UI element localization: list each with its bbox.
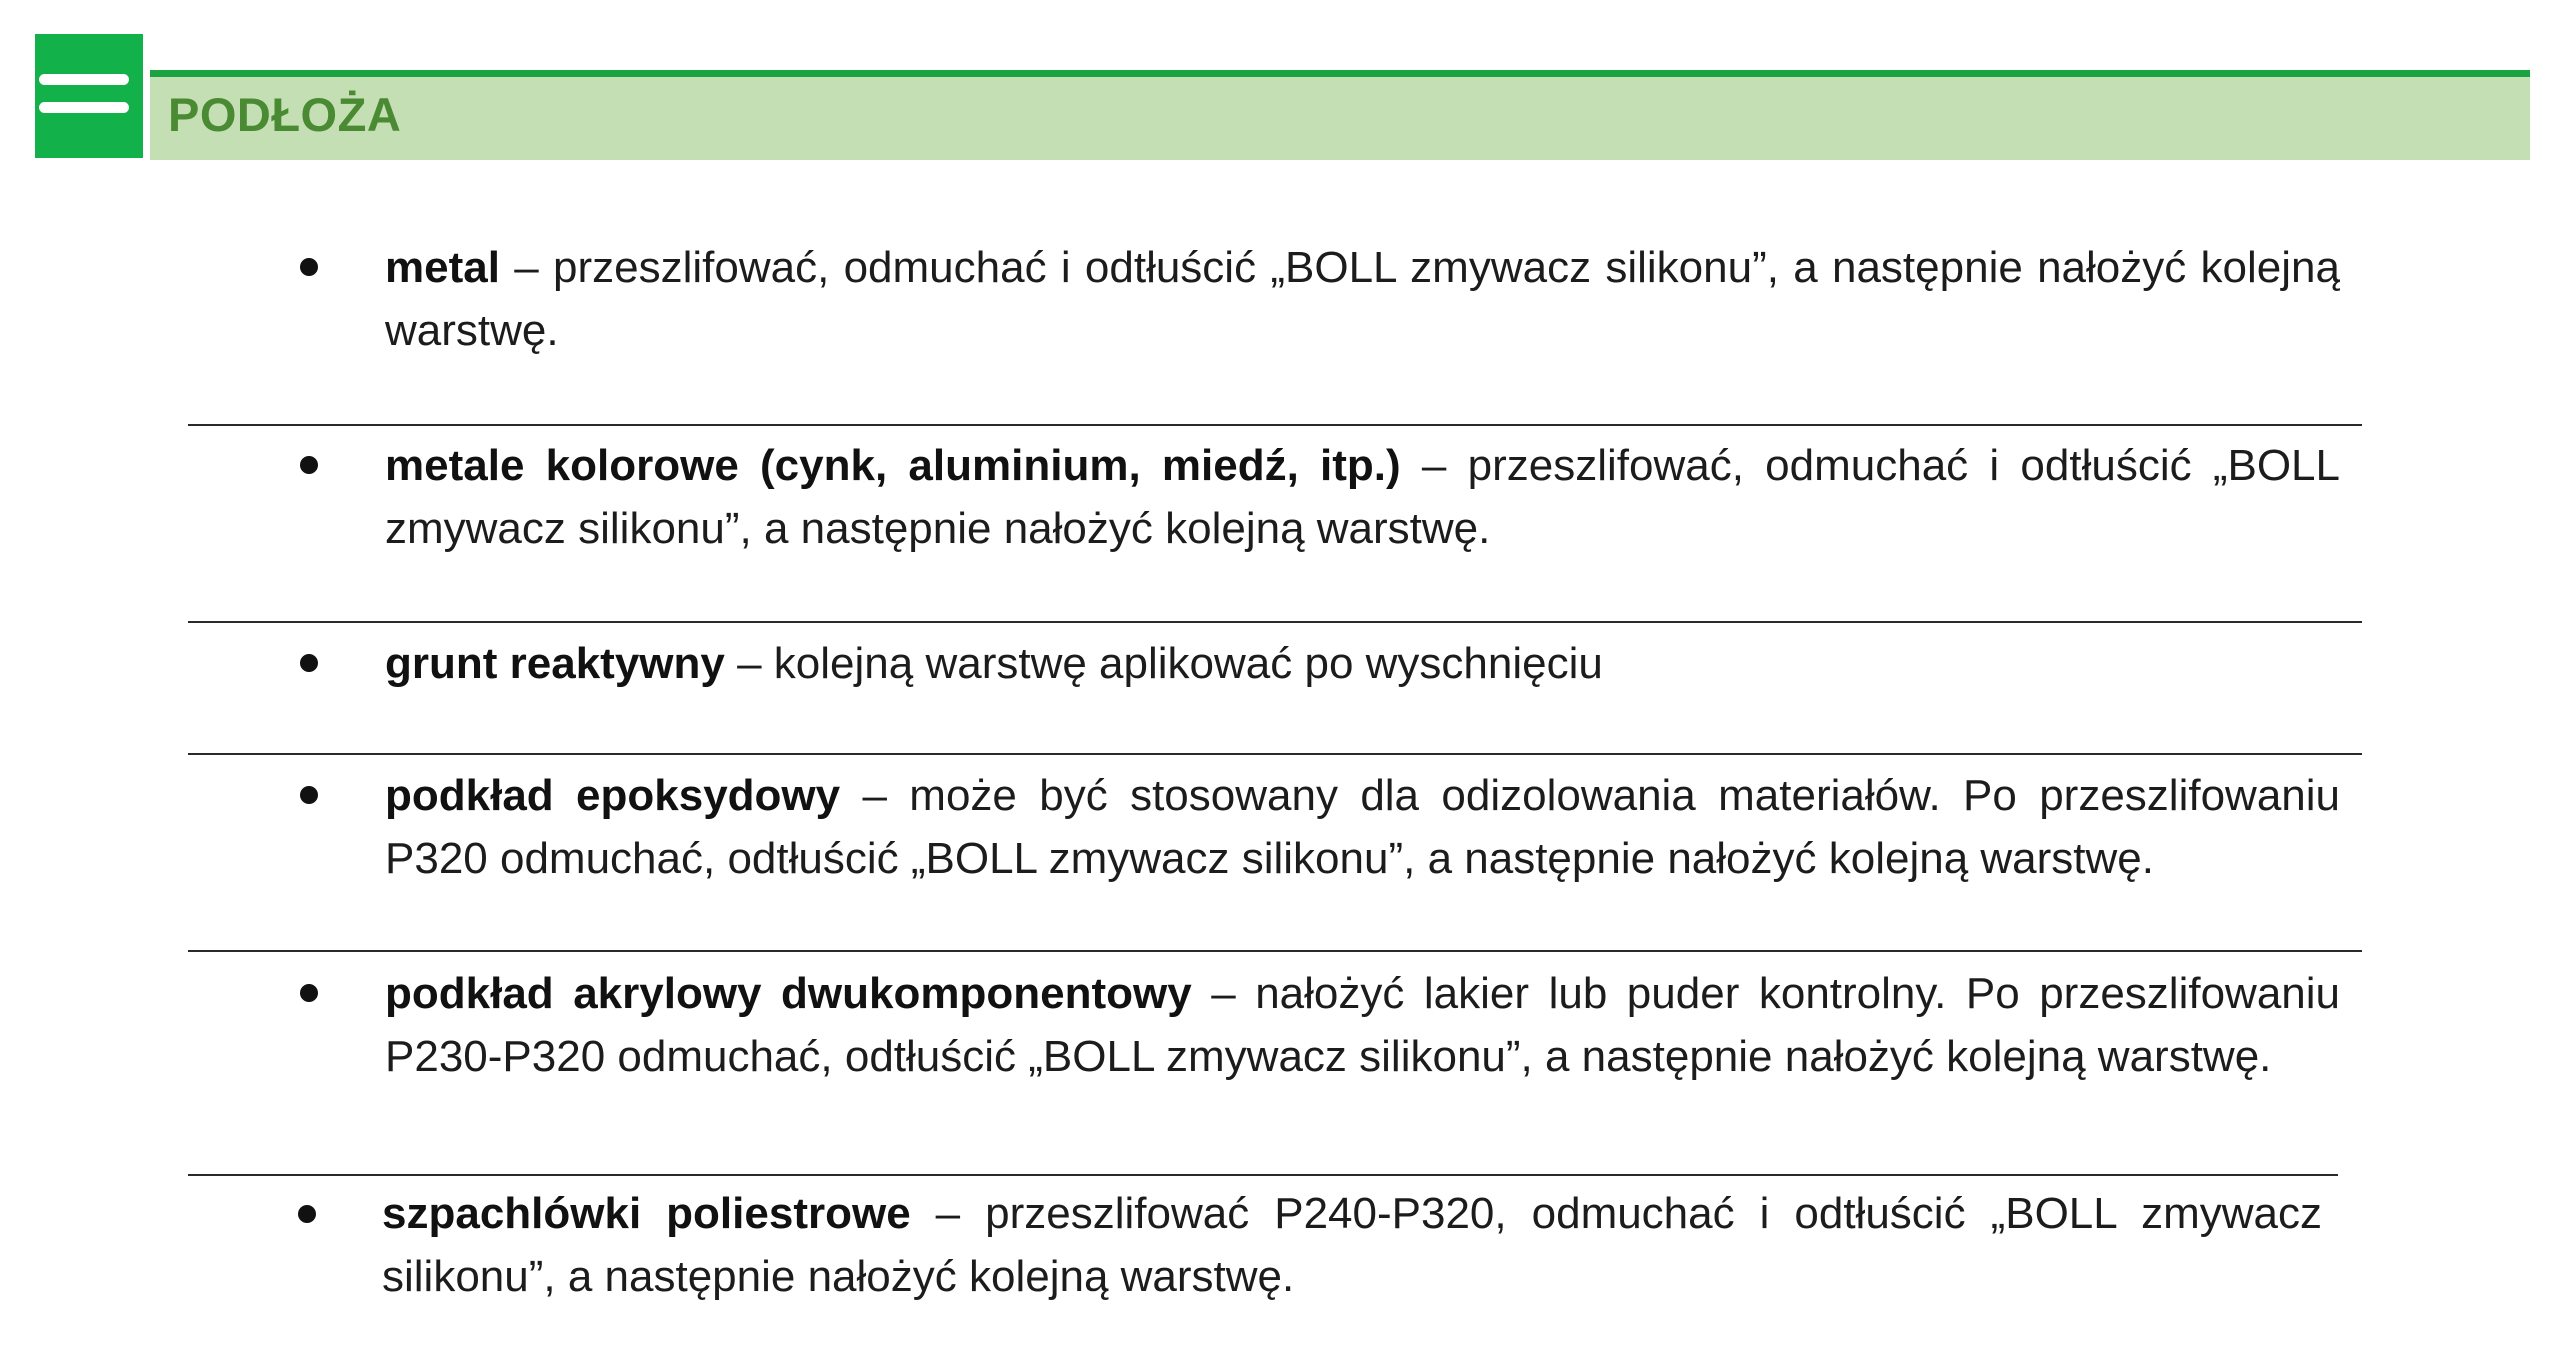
list-item-description: – przeszlifować, odmuchać i odtłuścić „BOLL zmywacz silikonu”, a następnie nałożyć kolejną warstwę. xyxy=(385,441,2340,553)
menu-icon xyxy=(35,34,143,158)
list-item-text xyxy=(385,632,2340,695)
bullet-icon xyxy=(298,1205,316,1223)
list-item-term: podkład epoksydowy xyxy=(385,771,841,820)
bullet-icon xyxy=(300,984,318,1002)
list-item-text xyxy=(385,236,2340,362)
list-item-term: metal xyxy=(385,243,500,292)
list-item-term: metale kolorowe (cynk, aluminium, miedź, itp.) xyxy=(385,441,1401,490)
divider xyxy=(188,753,2362,755)
bullet-icon xyxy=(300,786,318,804)
list-item-description: – kolejną warstwę aplikować po wyschnięciu xyxy=(724,639,1603,688)
list-item-text xyxy=(382,1182,2322,1308)
list-item-term: grunt reaktywny xyxy=(385,639,725,688)
divider xyxy=(188,1174,2338,1176)
divider xyxy=(188,950,2362,952)
list-item-description: – przeszlifować, odmuchać i odtłuścić „BOLL zmywacz silikonu”, a następnie nałożyć kolejną warstwę. xyxy=(385,243,2340,355)
menu-icon-bar-top xyxy=(39,74,129,85)
bullet-icon xyxy=(300,456,318,474)
divider xyxy=(188,621,2362,623)
header-band xyxy=(150,70,2530,160)
bullet-icon xyxy=(300,258,318,276)
list-item-description: – przeszlifować P240-P320, odmuchać i odtłuścić „BOLL zmywacz silikonu”, a następnie nałożyć kolejną warstwę. xyxy=(382,1189,2323,1301)
page-title: PODŁOŻA xyxy=(168,88,402,141)
bullet-icon xyxy=(300,654,318,672)
list-item-term: szpachlówki poliestrowe xyxy=(382,1189,911,1238)
divider xyxy=(188,424,2362,426)
list-item-text xyxy=(385,764,2340,890)
list-item-description: – nałożyć lakier lub puder kontrolny. Po przeszlifowaniu P230-P320 odmuchać, odtłuścić „BOLL zmywacz silikonu”, a następnie nałożyć kolejną warstwę. xyxy=(385,969,2341,1081)
list-item-description: – może być stosowany dla odizolowania materiałów. Po przeszlifowaniu P320 odmuchać, odtłuścić „BOLL zmywacz silikonu”, a następnie nałożyć kolejną warstwę. xyxy=(385,771,2341,883)
list-item-text xyxy=(385,962,2340,1088)
header-rule xyxy=(150,70,2530,77)
list-item-text xyxy=(385,434,2340,560)
list-item-term: podkład akrylowy dwukomponentowy xyxy=(385,969,1192,1018)
menu-icon-bar-bottom xyxy=(39,102,129,113)
